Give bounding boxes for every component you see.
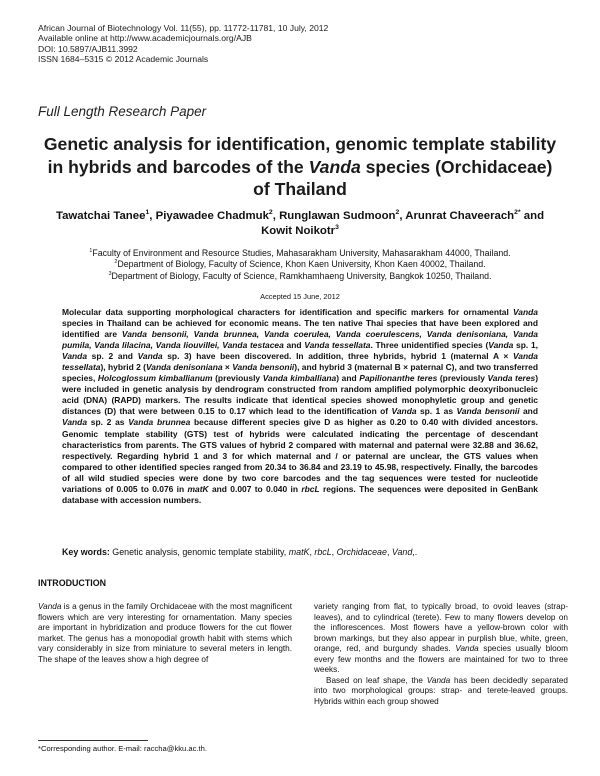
- abstract-text: species in Thailand can be achieved for economic means. The ten native Thai species that have been explored and identified are: [62, 318, 538, 340]
- abstract-text: sp. 1 as: [416, 406, 457, 417]
- abstract-text: Holcoglossum kimballianum: [97, 373, 213, 384]
- author-list: Tawatchai Tanee$^1$, Piyawadee Chadmuk$^2$, Runglawan Sudmoon$^2$, Arunrat Chaveerach$^{2*}$ and Kowit Noikotr$^3$: [55, 209, 545, 237]
- intro-text: Vanda: [455, 644, 479, 653]
- footnote-divider: [38, 740, 148, 741]
- accepted-date: Accepted 15 June, 2012: [260, 292, 340, 301]
- abstract-text: Vanda denisoniana: [145, 362, 223, 373]
- author-name: Piyawadee Chadmuk: [155, 210, 269, 222]
- abstract-text: Vanda: [137, 351, 163, 362]
- intro-text: Based on leaf shape, the: [326, 675, 427, 685]
- abstract-text: sp. 2 as: [87, 417, 129, 428]
- abstract-text: ×: [222, 362, 233, 373]
- doi: DOI: 10.5897/AJB11.3992: [38, 43, 138, 54]
- abstract-text: Vanda bensonii: [456, 406, 520, 417]
- keywords-label: Key words:: [62, 547, 110, 557]
- abstract-text: Vanda: [488, 340, 514, 351]
- abstract-text: Vanda bensonii, Vanda brunnea, Vanda coerulea, Vanda coerulescens, Vanda denisoniana, Vanda pumila, Vanda lilacina, Vanda liouvillei, Vanda testacea: [62, 329, 538, 351]
- author-affiliation-marker: 2: [395, 209, 400, 217]
- corresponding-author-footnote: *Corresponding author. E-mail: raccha@kku.ac.th.: [38, 744, 207, 753]
- intro-text: species usually bloom every few months and the flowers are maintained for two to three weeks.: [314, 644, 569, 674]
- abstract-text: rbcL: [301, 483, 320, 494]
- abstract-text: ), and hybrid 3 (maternal B × paternal C), and two transferred species,: [62, 362, 538, 384]
- abstract-text: Vanda bensonii: [232, 362, 295, 373]
- abstract-text: sp. 1,: [513, 340, 538, 351]
- author-affiliation-marker: 1: [145, 209, 150, 217]
- affiliation-line: $^3$Department of Biology, Faculty of Science, Ramkhamhaeng University, Bangkok 10250, Thailand.: [108, 270, 492, 281]
- section-heading-introduction: INTRODUCTION: [38, 578, 107, 588]
- journal-header: [38, 23, 328, 65]
- abstract-text: (previously: [212, 373, 263, 384]
- abstract-text: Vanda: [512, 307, 538, 317]
- abstract-text: regions. The sequences were deposited in GenBank database with accession numbers.: [62, 483, 538, 505]
- abstract-text: ), hybrid 2 (: [100, 362, 146, 373]
- author-name: Arunrat Chaveerach: [405, 210, 515, 222]
- intro-text: is a genus in the family Orchidaceae with the most magnificent flowers which are very interesting for ornamentation. Many species are important in hybridization and produce flowers for the cut flower market. The genus has a monopodial growth habit with stems which vary considerably in size from miniature to several meters in length. The shape of the leaves show a high degree of: [38, 602, 292, 664]
- abstract-text: Vanda teres: [487, 373, 536, 384]
- abstract-text: matK: [187, 483, 209, 494]
- abstract-text: sp. 2 and: [87, 351, 138, 362]
- affiliation-line: $^2$Department of Biology, Faculty of Science, Khon Kaen University, Khon Kaen 40002, Thailand.: [114, 259, 486, 270]
- abstract-text: (previously: [437, 373, 488, 384]
- abstract-text: ) and: [336, 373, 360, 384]
- author-name: Runglawan Sudmoon: [279, 210, 396, 222]
- keywords: Key words: Genetic analysis, genomic template stability, matK, rbcL, Orchidaceae, Vand,.: [62, 547, 418, 557]
- intro-text: Vanda: [426, 675, 451, 685]
- abstract-text: Vanda tessellata: [62, 351, 538, 373]
- intro-text: Vanda: [38, 602, 62, 611]
- abstract-text: Vanda: [62, 351, 88, 362]
- abstract-text: Vanda kimballiana: [262, 373, 337, 384]
- author-affiliation-marker: 2: [268, 209, 273, 217]
- journal-url[interactable]: Available online at http://www.academicjournals.org/AJB: [38, 33, 252, 44]
- intro-text: variety ranging from flat, to typically broad, to ovoid leaves (strap-leaves), and to cylindrical (terete). Few to many flowers develop on the inflorescences. Most flowers have a yellow-brown color with brown markings, but they also appear in purplish blue, white, green, orange, red, and burgundy shades.: [314, 602, 568, 653]
- intro-column-left: [38, 602, 292, 665]
- abstract-text: and: [283, 340, 305, 351]
- intro-paragraph-3: [314, 676, 568, 708]
- abstract-text: Vanda brunnea: [128, 417, 191, 428]
- abstract-text: Molecular data supporting morphological characters for identification and specific markers for ornamental: [62, 307, 513, 317]
- abstract-text: Vanda: [391, 406, 417, 417]
- intro-paragraph-2: [314, 602, 568, 676]
- journal-citation: African Journal of Biotechnology Vol. 11(55), pp. 11772-11781, 10 July, 2012: [38, 23, 329, 33]
- issn: ISSN 1684–5315 © 2012 Academic Journals: [38, 54, 209, 65]
- paper-title: Genetic analysis for identification, genomic template stability in hybrids and barcodes of the Vanda species (Orchidaceae) of Thailand: [43, 134, 557, 199]
- abstract-text: Papilionanthe teres: [359, 373, 438, 384]
- abstract-text: . Three unidentified species (: [370, 340, 489, 351]
- intro-paragraph-1: [38, 602, 292, 665]
- author-name: Kowit Noikotr: [261, 224, 336, 237]
- abstract: [62, 307, 538, 506]
- abstract-text: Vanda: [62, 417, 88, 428]
- intro-text: has been decidedly separated into two morphological groups: strap- and terete-leaved groups. Hybrids within each group showed: [314, 675, 568, 706]
- author-affiliation-marker: 2*: [514, 209, 521, 217]
- abstract-text: sp. 3) have been discovered. In addition, three hybrids, hybrid 1 (maternal A ×: [162, 351, 513, 362]
- abstract-text: Vanda tessellata: [304, 340, 371, 351]
- abstract-text: and 0.007 to 0.040 in: [208, 483, 302, 494]
- abstract-text: ) were included in genetic analysis by dendrogram constructed from random amplified polymorphic deoxyribonucleic acid (DNA) (RAPD) markers. The results indicate that identical species showed monophyletic group and genetic distances (D) that were between 0.15 to 0.17 which lead to the identification of: [62, 373, 539, 417]
- author-name: Tawatchai Tanee: [55, 210, 146, 222]
- abstract-text: and: [519, 406, 538, 417]
- paper-type: Full Length Research Paper: [38, 104, 207, 119]
- affiliation-line: $^1$Faculty of Environment and Resource Studies, Mahasarakham University, Mahasarakham 44000, Thailand.: [89, 248, 511, 258]
- author-affiliation-marker: 3: [335, 223, 339, 231]
- abstract-text: because different species give D as higher as 0.20 to 0.40 with divided ancestors. Genomic template stability (GTS) test of hybrids were calculated indicating the percentage of descendant characteristics from parents. The GTS values of hybrid 2 compared with maternal and paternal were 32.88 and 36.62, respectively. Regarding hybrid 1 and 3 for which maternal and / or paternal are unclear, the GTS values when compared to other identified species ranged from 20.34 to 36.84 and 23.19 to 45.98, respectively. Finally, the barcodes of all wild studied species were done by two core barcodes and the tag sequences were tested for nucleotide variations of 0.005 to 0.076 in: [62, 417, 538, 494]
- affiliations: [40, 248, 560, 282]
- intro-column-right: [314, 602, 568, 707]
